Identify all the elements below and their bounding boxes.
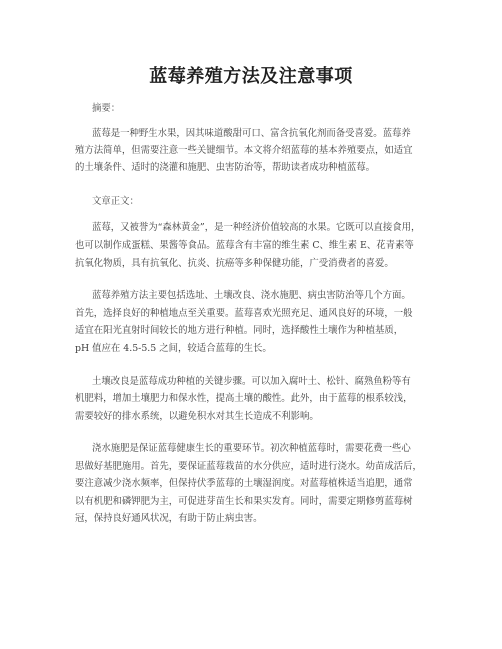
paragraph-line: 蓝莓养殖方法主要包括选址、土壤改良、浇水施肥、病虫害防治等几个方面。 [92,290,411,301]
paragraph-line: 要注意减少浇水频率，但保持伏季蓝莓的土壤湿润度。对蓝莓植株适当追肥，通常 [75,478,413,489]
paragraph-line: 思做好基肥施用。首先，要保证蓝莓栽苗的水分供应，适时进行浇水。幼苗成活后， [75,461,422,472]
abstract-label: 摘要： [92,103,121,114]
paragraph-line: 蓝莓，又被誉为“森林黄金”，是一种经济价值较高的水果。它既可以直接食用， [92,222,421,233]
abstract-line: 的土壤条件、适时的浇灌和施肥、虫害防治等，帮助读者成功种植蓝莓。 [75,162,376,173]
paragraph-line: 机肥料，增加土壤肥力和保水性，提高土壤的酸性。此外，由于蓝莓的根系较浅， [75,393,413,404]
paragraph-line: 以有机肥和磷钾肥为主，可促进芽苗生长和果实发育。同时，需要定期修剪蓝莓树 [75,496,413,507]
paragraph-line: 需要较好的排水系统，以避免积水对其生长造成不利影响。 [75,411,319,422]
paragraph-line: 抗氧化物质，具有抗氧化、抗炎、抗癌等多种保健功能，广受消费者的喜爱。 [75,258,394,269]
abstract-line: 蓝莓是一种野生水果，因其味道酸甜可口、富含抗氧化剂而备受喜爱。蓝莓养 [92,128,411,139]
paragraph-line: 土壤改良是蓝莓成功种植的关键步骤。可以加入腐叶土、松针、腐熟鱼粉等有 [92,376,411,387]
paragraph-line: 适宜在阳光直射时间较长的地方进行种植。同时，选择酸性土壤作为种植基质， [75,325,404,336]
body-label: 文章正文： [92,196,139,207]
paragraph-line: 也可以制作成蛋糕、果酱等食品。蓝莓含有丰富的维生素 C、维生素 E、花青素等 [75,240,414,251]
paragraph-line: 冠，保持良好通风状况，有助于防止病虫害。 [75,513,263,524]
paragraph-line: pH 值应在 4.5-5.5 之间，较适合蓝莓的生长。 [75,343,272,354]
paragraph-line: 首先，选择良好的种植地点至关重要。蓝莓喜欢光照充足、通风良好的环境，一般 [75,308,413,319]
paragraph-line: 浇水施肥是保证蓝莓健康生长的重要环节。初次种植蓝莓时，需要花费一些心 [92,443,411,454]
abstract-line: 殖方法简单，但需要注意一些关键细节。本文将介绍蓝莓的基本养殖要点，如适宜 [75,145,413,156]
page-title: 蓝莓养殖方法及注意事项 [149,66,353,87]
